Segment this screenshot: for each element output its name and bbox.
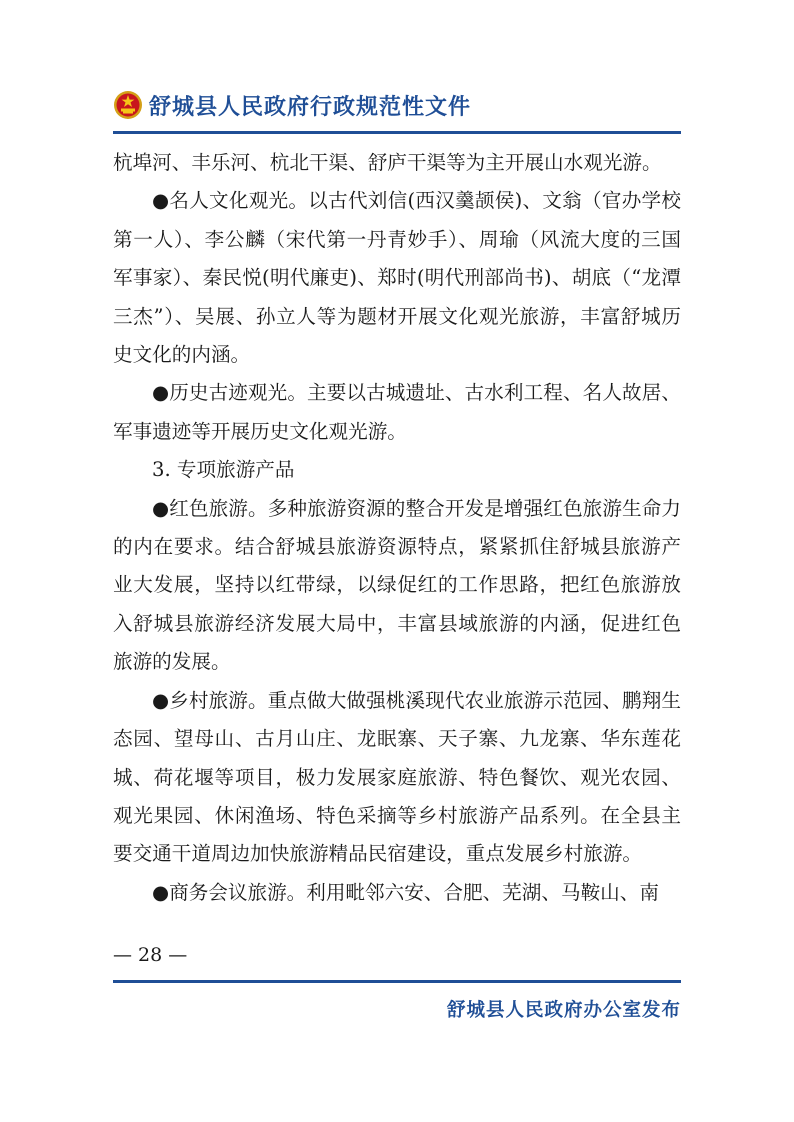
document-body — [113, 144, 681, 912]
page-number: — 28 — — [113, 944, 188, 966]
header-title: 舒城县人民政府行政规范性文件 — [149, 95, 472, 120]
paragraph: ●红色旅游。多种旅游资源的整合开发是增强红色旅游生命力的内在要求。结合舒城县旅游资源特点，紧紧抓住舒城县旅游产业大发展，坚持以红带绿，以绿促红的工作思路，把红色旅游放入舒城县旅游经济发展大局中，丰富县域旅游的内涵，促进红色旅游的发展。 — [113, 496, 681, 674]
paragraph: ●名人文化观光。以古代刘信(西汉羹颉侯)、文翁（官办学校第一人）、李公麟（宋代第一丹青妙手）、周瑜（风流大度的三国军事家）、秦民悦(明代廉吏)、郑时(明代刑部尚书)、胡底（“龙潭三杰”）、吴展、孙立人等为题材开展文化观光旅游，丰富舒城历史文化的内涵。 — [113, 189, 681, 367]
paragraph: ●商务会议旅游。利用毗邻六安、合肥、芜湖、马鞍山、南 — [152, 880, 659, 904]
paragraph: 3. 专项旅游产品 — [152, 458, 295, 482]
paragraph: ●乡村旅游。重点做大做强桃溪现代农业旅游示范园、鹏翔生态园、望母山、古月山庄、龙眠寨、天子寨、九龙寨、华东莲花城、荷花堰等项目，极力发展家庭旅游、特色餐饮、观光农园、观光果园、休闲渔场、特色采摘等乡村旅游产品系列。在全县主要交通干道周边加快旅游精品民宿建设，重点发展乡村旅游。 — [113, 688, 681, 866]
paragraph: 杭埠河、丰乐河、杭北干渠、舒庐干渠等为主开展山水观光游。 — [113, 151, 662, 174]
header-divider — [113, 131, 681, 134]
document-header — [113, 86, 681, 130]
footer-publisher: 舒城县人民政府办公室发布 — [446, 1000, 681, 1021]
paragraph: ●历史古迹观光。主要以古城遗址、古水利工程、名人故居、军事遗迹等开展历史文化观光游。 — [113, 381, 681, 443]
national-emblem-icon — [113, 90, 143, 120]
footer-divider — [113, 980, 681, 983]
